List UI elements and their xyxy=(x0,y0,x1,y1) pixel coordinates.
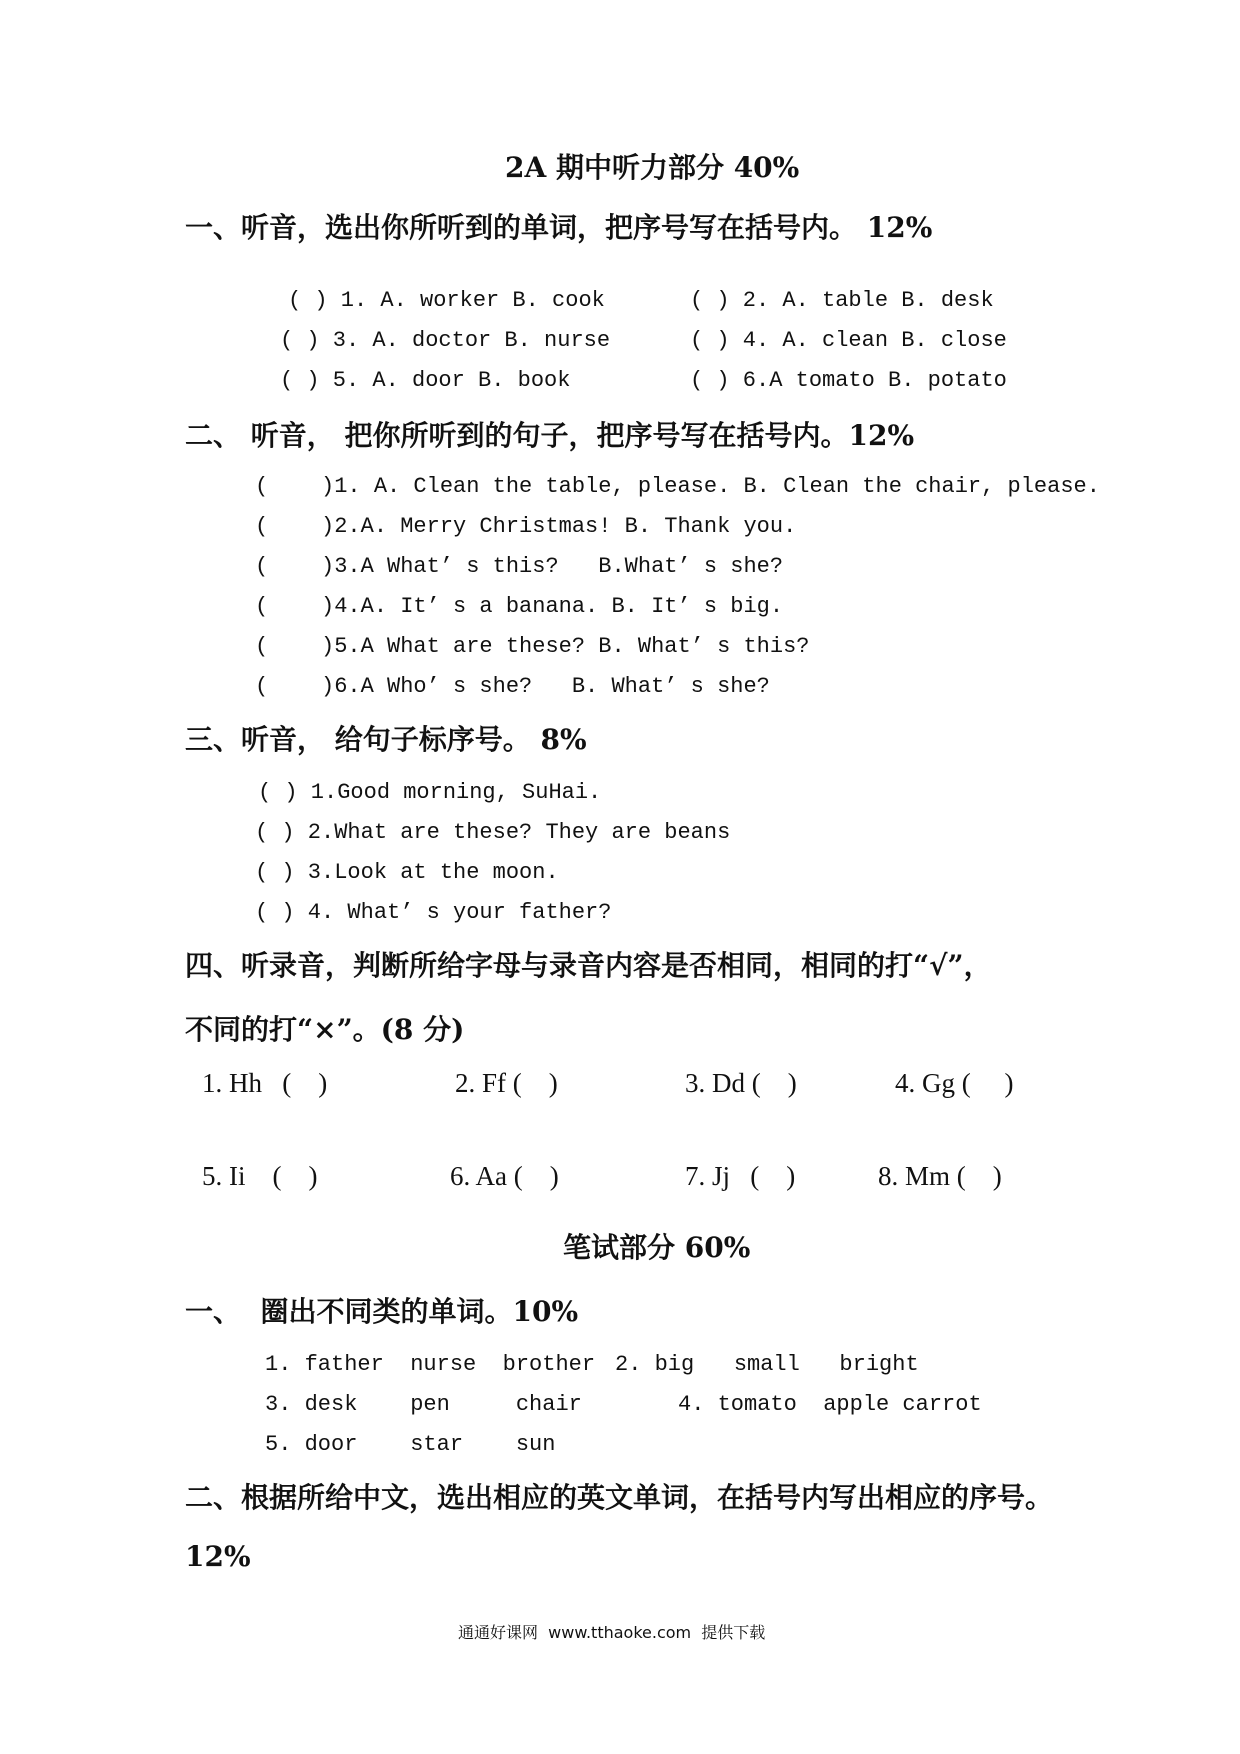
written-1-item-2: 2. big small bright xyxy=(615,1352,919,1377)
written-1-item-5: 5. door star sun xyxy=(265,1432,556,1457)
listening-2-item-1: ( )1. A. Clean the table, please. B. Clean the chair, please. xyxy=(255,474,1100,499)
written-1-item-1: 1. father nurse brother xyxy=(265,1352,596,1377)
listening-2-item-4: ( )4.A. It’ s a banana. B. It’ s big. xyxy=(255,594,784,619)
letter-item-2: 2. Ff ( ) xyxy=(455,1068,558,1098)
written-section-2-heading-line-2: 12% xyxy=(185,1540,251,1573)
listening-3-item-4: ( ) 4. What’ s your father? xyxy=(255,900,612,925)
listening-section-2-heading: 二、 听音， 把你所听到的句子，把序号写在括号内。12% xyxy=(185,419,915,452)
listening-2-item-3: ( )3.A What’ s this? B.What’ s she? xyxy=(255,554,784,579)
listening-1-item-4: ( ) 4. A. clean B. close xyxy=(690,328,1007,353)
listening-2-item-6: ( )6.A Who’ s she? B. What’ s she? xyxy=(255,674,770,699)
listening-section-3-heading: 三、听音， 给句子标序号。 8% xyxy=(185,723,587,756)
written-1-item-3: 3. desk pen chair xyxy=(265,1392,582,1417)
letter-item-6: 6. Aa ( ) xyxy=(450,1161,559,1191)
listening-1-item-1: ( ) 1. A. worker B. cook xyxy=(288,288,605,313)
listening-3-item-3: ( ) 3.Look at the moon. xyxy=(255,860,559,885)
listening-1-item-2: ( ) 2. A. table B. desk xyxy=(690,288,994,313)
listening-section-4-heading-line-2: 不同的打“×”。(8 分) xyxy=(185,1013,465,1046)
written-section-2-heading-line-1: 二、根据所给中文，选出相应的英文单词，在括号内写出相应的序号。 xyxy=(185,1481,1054,1514)
listening-section-1-heading: 一、听音，选出你所听到的单词，把序号写在括号内。 12% xyxy=(185,211,933,244)
letter-item-8: 8. Mm ( ) xyxy=(878,1161,1002,1191)
written-1-item-4: 4. tomato apple carrot xyxy=(678,1392,982,1417)
footer-source-note: 通通好课网 www.tthaoke.com 提供下载 xyxy=(458,1623,766,1642)
written-section-1-heading: 一、 圈出不同类的单词。10% xyxy=(185,1295,579,1328)
listening-1-item-6: ( ) 6.A tomato B. potato xyxy=(690,368,1007,393)
letter-item-5: 5. Ii ( ) xyxy=(202,1161,318,1191)
letter-item-1: 1. Hh ( ) xyxy=(202,1068,328,1098)
listening-section-4-heading-line-1: 四、听录音，判断所给字母与录音内容是否相同，相同的打“√”， xyxy=(185,949,992,982)
letter-item-7: 7. Jj ( ) xyxy=(685,1161,796,1191)
listening-title: 2A 期中听力部分 40% xyxy=(505,151,800,184)
listening-1-item-3: ( ) 3. A. doctor B. nurse xyxy=(280,328,611,353)
listening-1-item-5: ( ) 5. A. door B. book xyxy=(280,368,571,393)
listening-3-item-1: ( ) 1.Good morning, SuHai. xyxy=(258,780,602,805)
listening-2-item-2: ( )2.A. Merry Christmas! B. Thank you. xyxy=(255,514,797,539)
written-title: 笔试部分 60% xyxy=(563,1231,751,1264)
letter-item-4: 4. Gg ( ) xyxy=(895,1068,1014,1098)
listening-3-item-2: ( ) 2.What are these? They are beans xyxy=(255,820,731,845)
letter-item-3: 3. Dd ( ) xyxy=(685,1068,797,1098)
listening-2-item-5: ( )5.A What are these? B. What’ s this? xyxy=(255,634,810,659)
